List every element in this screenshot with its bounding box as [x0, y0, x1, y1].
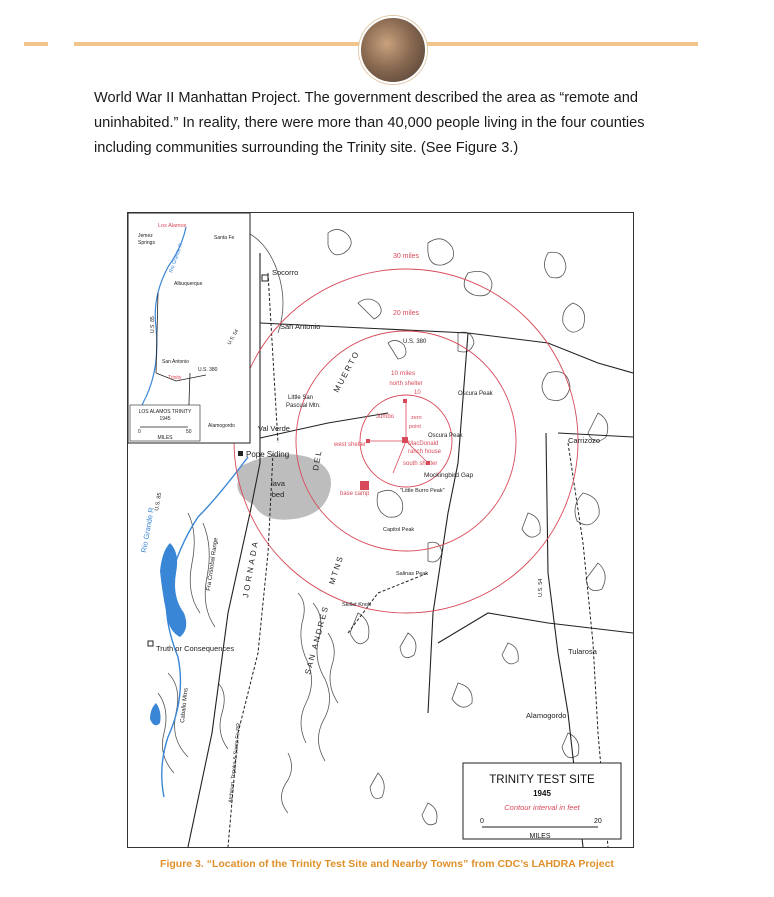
inset-scale-zero: 0: [138, 429, 141, 435]
inset-us380-label: U.S. 380: [198, 367, 218, 373]
elephant-butte-reservoir: [160, 543, 186, 637]
salinas-peak-label: Salinas Peak: [396, 571, 429, 577]
inset-us85-label: U.S. 85: [150, 316, 156, 333]
legend-scale-zero: 0: [480, 818, 484, 825]
legend-box: [463, 763, 621, 840]
south-shelter-label: south shelter: [403, 461, 438, 467]
caballo-reservoir: [150, 703, 161, 725]
alamogordo-label: Alamogordo: [526, 711, 567, 720]
north-shelter-label: north shelter: [389, 381, 423, 387]
base-camp-marker: [360, 481, 369, 490]
little-burro-label: "Little Burro Peak": [400, 488, 445, 494]
inset-los-alamos-label: Los Alamos: [158, 223, 187, 229]
inset-santa-fe-label: Santa Fe: [214, 235, 235, 241]
inset-trinity-label: Trinity: [168, 375, 182, 381]
point-label: point: [409, 424, 421, 430]
fra-cristobal-label: Fra Cristobal Range: [206, 537, 220, 592]
lava-label-1: lava: [271, 479, 285, 488]
inset-san-antonio-label: San Antonio: [162, 359, 189, 365]
san-andres-label: SAN ANDRES: [303, 604, 331, 676]
figure-caption: Figure 3. “Location of the Trinity Test Site and Nearby Towns” from CDC’s LAHDRA Project: [160, 858, 614, 870]
inset-us54-label: U.S. 54: [226, 328, 241, 346]
legend-scale-max: 20: [594, 818, 602, 825]
header-rule-left: [24, 42, 48, 46]
ring-30-label: 30 miles: [392, 253, 420, 260]
inset-map: [128, 213, 250, 443]
north-shelter-marker: [403, 399, 407, 403]
rio-grande-label: Rio Grande R: [139, 506, 156, 554]
san-antonio-label: San Antonio: [280, 322, 321, 331]
west-shelter-marker: [366, 439, 370, 443]
west-shelter-label: west shelter: [334, 442, 367, 448]
socorro-marker: [262, 275, 268, 281]
carrizozo-label: Carrizozo: [568, 436, 601, 445]
ring-20-label: 20 miles: [392, 310, 420, 317]
header-photo-badge: [359, 16, 427, 84]
mockingbird-gap-label: Mockingbird Gap: [424, 472, 474, 479]
inset-jemez-label: Jemez: [138, 233, 153, 239]
socorro-label: Socorro: [272, 268, 299, 277]
inset-rio-grande-label: Rio Grande R: [168, 242, 185, 274]
pope-siding-label: Pope Siding: [246, 450, 290, 459]
ring-10-label: 10 miles: [390, 370, 416, 377]
truth-label: Truth or Consequences: [156, 644, 235, 653]
inset-scale-max: 50: [186, 429, 192, 435]
jornada-label: JORNADA: [241, 538, 261, 599]
us54-label: U.S. 54: [538, 578, 544, 597]
tularosa-label: Tularosa: [568, 647, 597, 656]
caballo-label: Caballo Mtns: [180, 687, 190, 724]
macdonald-label-2: ranch house: [408, 449, 442, 455]
muerto-label: MUERTO: [331, 348, 362, 394]
trinity-map: [127, 212, 634, 848]
val-verde-label: Val Verde: [258, 424, 290, 433]
legend-scale-units: MILES: [529, 833, 551, 840]
mtns-label: MTNS: [327, 553, 346, 586]
railroads: [228, 273, 608, 847]
skillet-knob-label: Skillet Knob: [342, 602, 372, 608]
legend-year: 1945: [533, 789, 551, 798]
oscura-peak-n-label: Oscura Peak: [458, 391, 493, 397]
capitan-peak-label: Capitol Peak: [383, 527, 415, 533]
ten-label: 10: [414, 390, 421, 396]
us85-label: U.S. 85: [154, 492, 164, 512]
body-paragraph: World War II Manhattan Project. The government described the area as “remote and uninhabited.” In reality, there were more than 40,000 people living in the four counties including communities surrounding the Trinity site. (See Figure 3.): [94, 90, 645, 156]
inset-scale-year: 1945: [159, 416, 171, 422]
inset-scale-title: LOS ALAMOS TRINITY: [138, 409, 192, 415]
jumbo-label: Jumbo: [376, 414, 395, 420]
inset-albuquerque-label: Albuquerque: [174, 281, 203, 287]
inset-alamogordo-label: Alamogordo: [208, 423, 235, 429]
railroad-label: Atchison, Topeka & Santa Fe RR: [228, 722, 243, 804]
little-san-pascual-label-1: Little San: [288, 395, 314, 401]
legend-contour: Contour interval in feet: [504, 803, 580, 812]
map-svg: [128, 213, 633, 847]
macdonald-label-1: MacDonald: [408, 441, 439, 447]
zero-label: zero: [411, 415, 422, 421]
pope-siding-marker: [238, 451, 243, 456]
del-label: DEL: [311, 448, 324, 472]
little-san-pascual-label-2: Pascual Mtn.: [286, 403, 321, 409]
legend-title: TRINITY TEST SITE: [489, 774, 595, 786]
inset-springs-label: Springs: [138, 240, 155, 246]
inset-scale-units: MILES: [157, 435, 173, 441]
base-camp-label: base camp: [340, 491, 370, 497]
truth-marker: [148, 641, 153, 646]
us380-label: U.S. 380: [403, 339, 427, 345]
oscura-peak-label: Oscura Peak: [428, 433, 463, 439]
lava-label-2: bed: [271, 490, 285, 499]
